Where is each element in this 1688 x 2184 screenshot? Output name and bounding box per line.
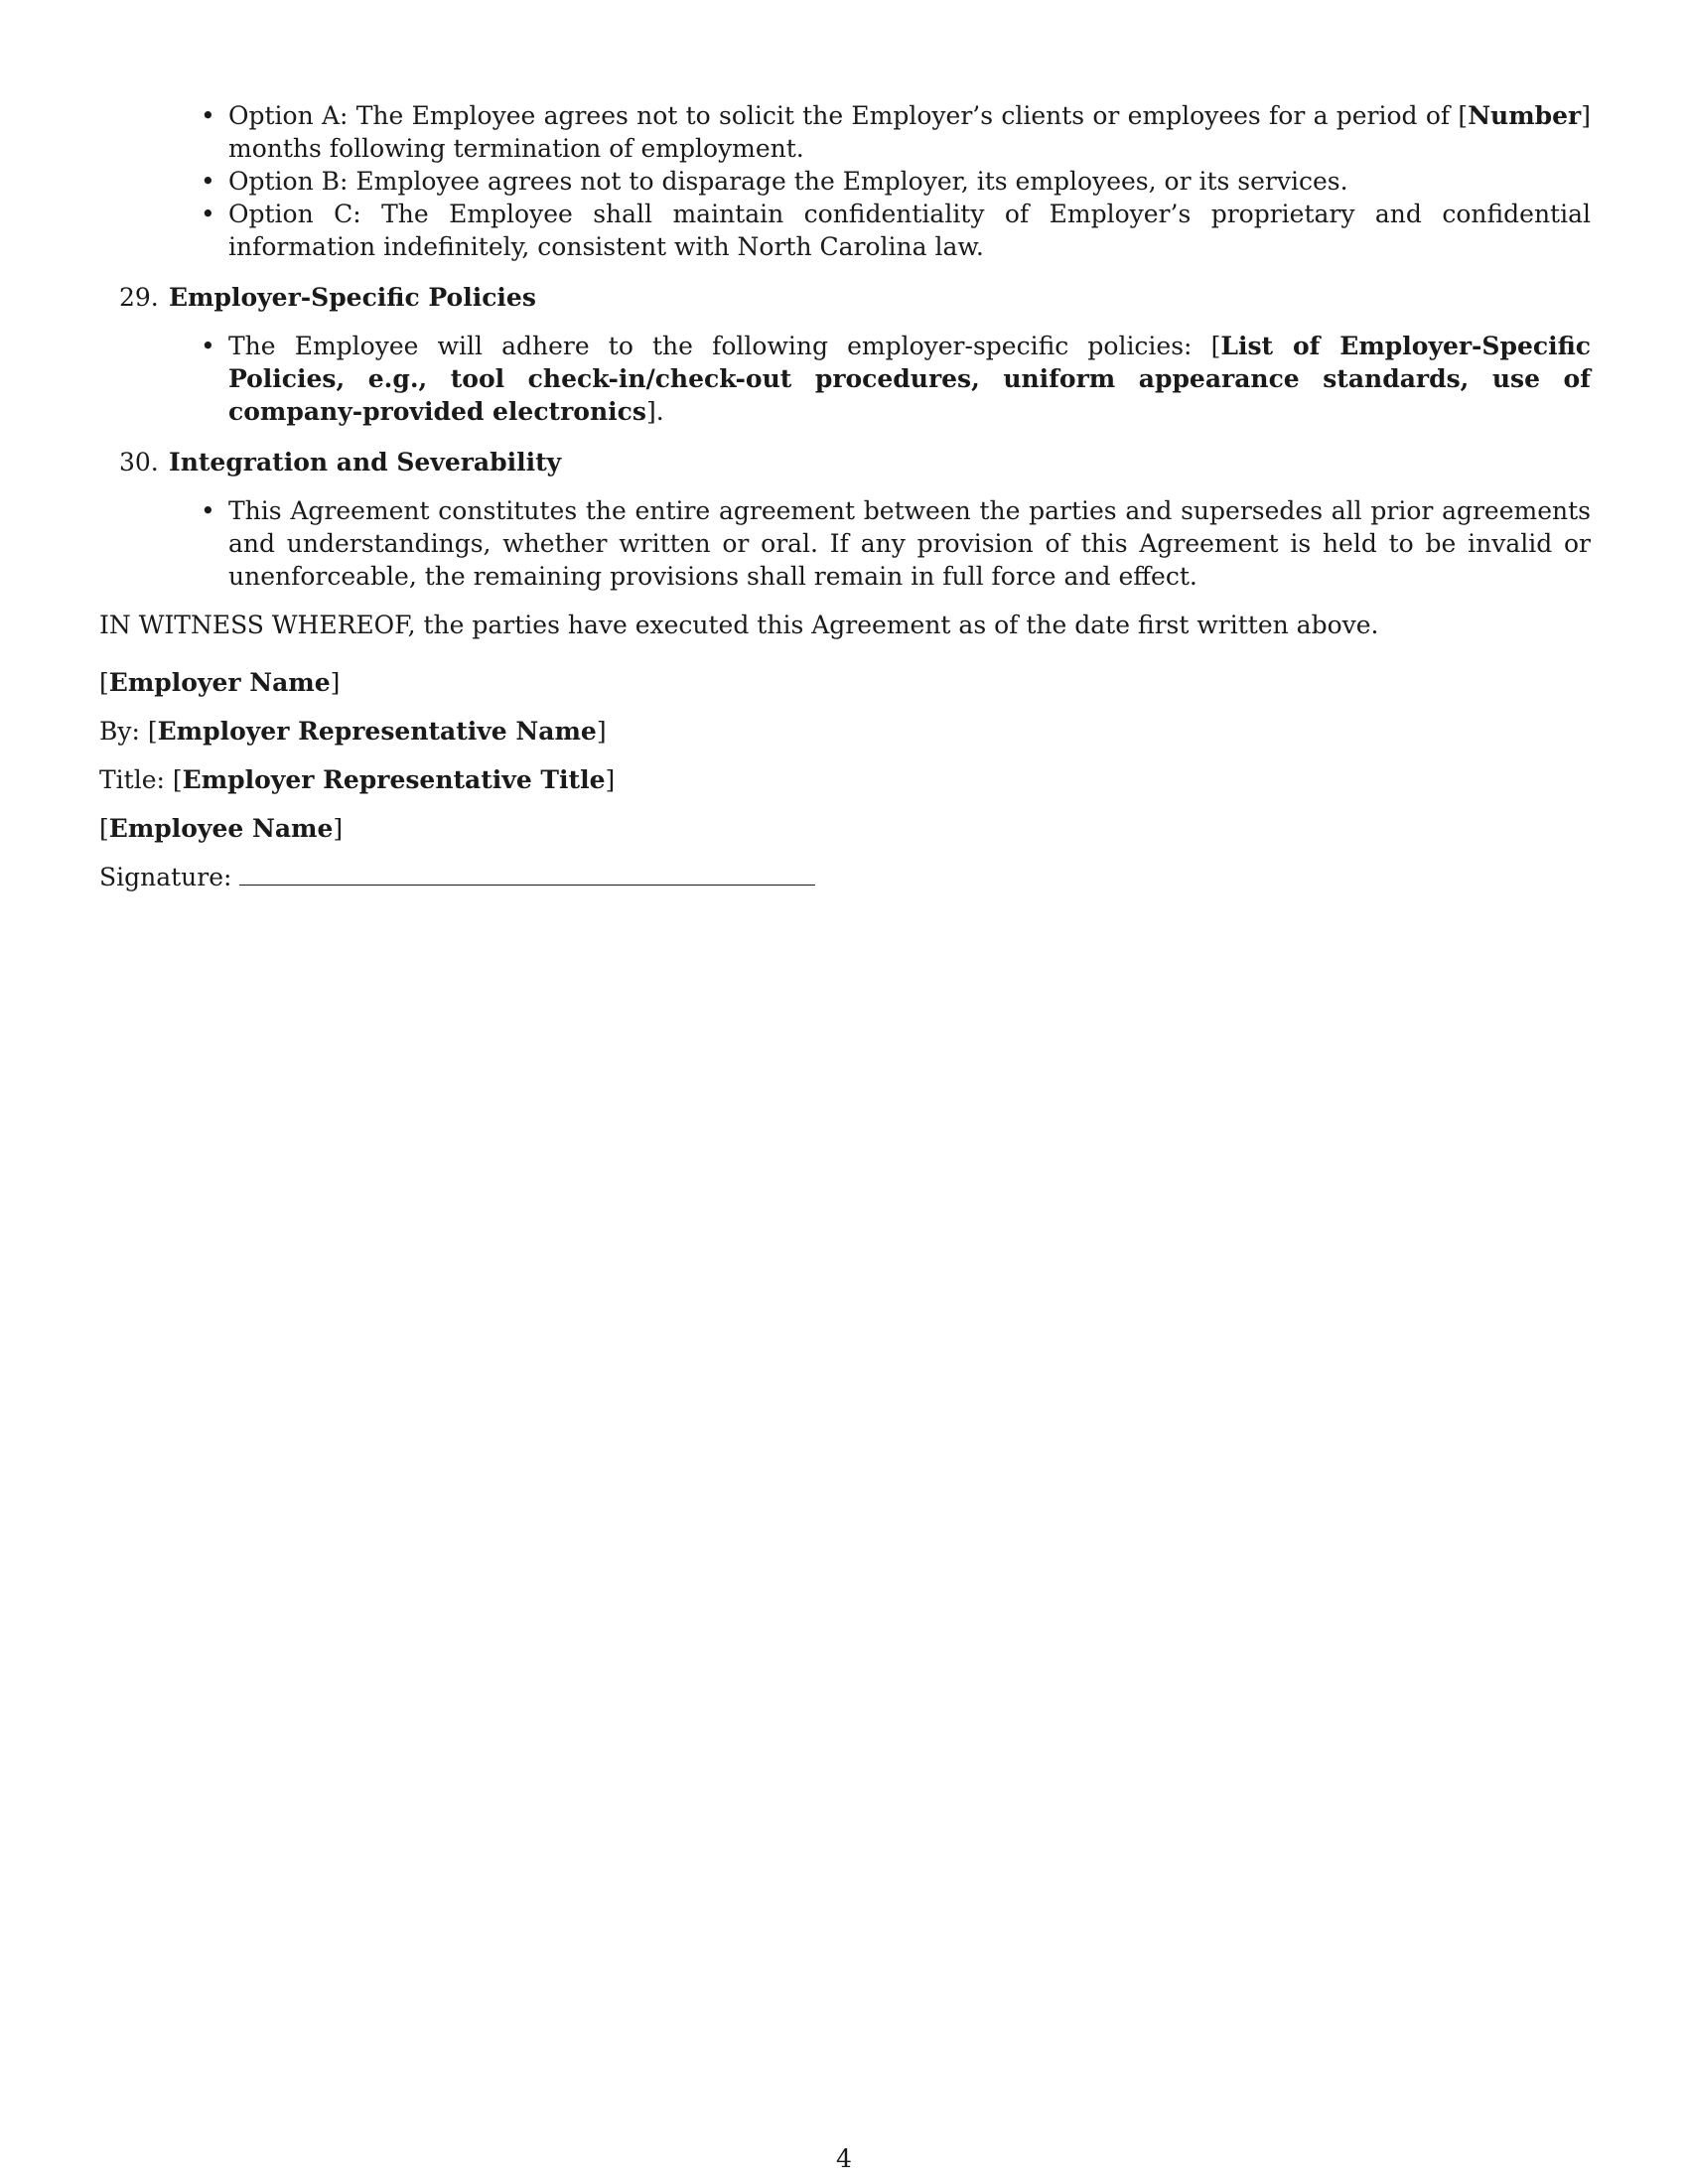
- option-a: [228, 99, 1591, 165]
- option-b: [228, 165, 1591, 198]
- option-b-text: Option B: Employee agrees not to disparage the Employer, its employees, or its services.: [228, 167, 1348, 196]
- signature-line: [99, 861, 1591, 893]
- page-number: 4: [836, 2144, 852, 2173]
- section-29-bullet: [228, 330, 1591, 428]
- section-29-heading: [99, 281, 1591, 314]
- section-30-bullet-text: This Agreement constitutes the entire agreement between the parties and supersedes all prior agreements and understandings, whether written or oral. If any provision of this Agreement is held to be invalid or unenforceable, the remaining provisions shall remain in full force and effect.: [228, 496, 1591, 591]
- employer-rep-title-placeholder: Employer Representative Title: [182, 765, 606, 794]
- option-list: [99, 99, 1591, 263]
- section-30-heading: [99, 446, 1591, 478]
- section-29-title: Employer-Specific Policies: [169, 283, 536, 312]
- section-30-bullet: [228, 494, 1591, 593]
- section-30-title: Integration and Severability: [169, 448, 562, 477]
- section-29-bullet-end: ].: [645, 397, 664, 426]
- section-29: [99, 281, 1591, 428]
- signature-block: [99, 666, 1591, 893]
- option-c-text: Option C: The Employee shall maintain confidentiality of Employer’s proprietary and confidential information indefinitely, consistent with North Carolina law.: [228, 200, 1591, 261]
- section-29-bullet-start: The Employee will adhere to the following employer-specific policies: [: [228, 332, 1221, 360]
- employee-name-placeholder: Employee Name: [108, 814, 334, 843]
- by-label: By:: [99, 717, 140, 746]
- witness-statement: IN WITNESS WHEREOF, the parties have executed this Agreement as of the date first written above.: [99, 611, 1379, 639]
- option-a-text-end: ] months following termination of employment.: [228, 101, 1591, 163]
- title-line: Title: [Employer Representative Title]: [99, 765, 616, 794]
- section-30-list: [99, 494, 1591, 593]
- option-c: [228, 198, 1591, 263]
- signature-blank: [239, 863, 815, 886]
- section-30-number: 30.: [119, 448, 159, 477]
- section-29-number: 29.: [119, 283, 159, 312]
- section-29-placeholder: List of Employer-Specific Policies, e.g., tool check-in/check-out procedures, uniform appearance standards, use of company-provided electronics: [228, 332, 1591, 426]
- employee-name-line: [Employee Name]: [99, 814, 344, 843]
- signature-label: Signature:: [99, 863, 232, 891]
- section-30: [99, 446, 1591, 593]
- document-page: [99, 99, 1591, 909]
- section-29-list: [99, 330, 1591, 428]
- by-line: By: [Employer Representative Name]: [99, 717, 607, 746]
- employer-rep-name-placeholder: Employer Representative Name: [157, 717, 597, 746]
- employer-name-placeholder: Employer Name: [108, 668, 331, 697]
- employer-name-line: [Employer Name]: [99, 668, 341, 697]
- option-a-placeholder: Number: [1468, 101, 1582, 130]
- option-a-text-start: Option A: The Employee agrees not to solicit the Employer’s clients or employees for a period of [: [228, 101, 1469, 130]
- title-label: Title:: [99, 765, 165, 794]
